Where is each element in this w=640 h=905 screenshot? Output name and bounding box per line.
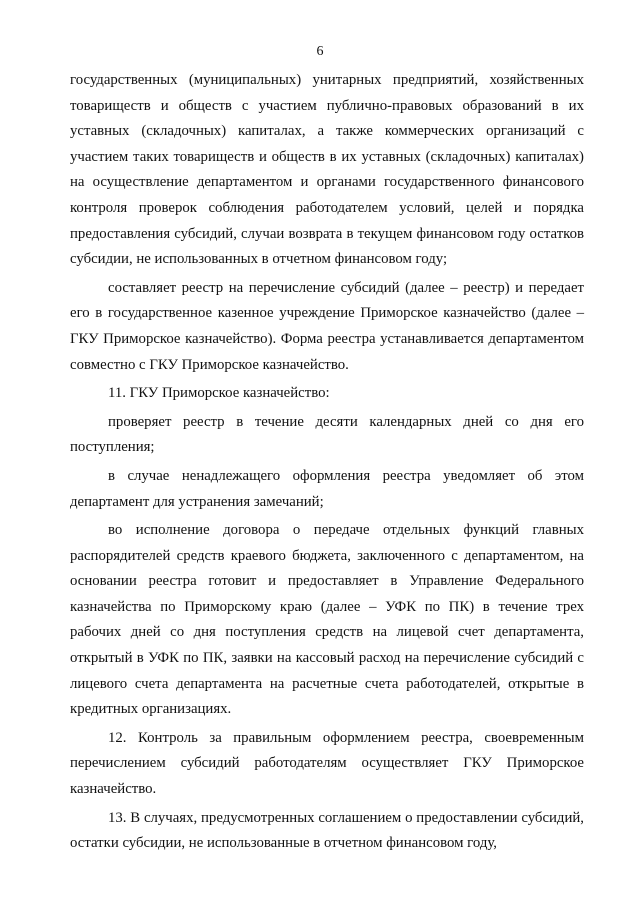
paragraph-section-12: 12. Контроль за правильным оформлением реестра, своевременным перечислением субсидий работодателям осуществляет ГКУ Приморское казначейство. (70, 729, 584, 798)
document-body (70, 68, 584, 857)
paragraph-section-11-heading: 11. ГКУ Приморское казначейство: (108, 385, 330, 402)
paragraph-registry-check: проверяет реестр в течение десяти календарных дней со дня его поступления; (70, 413, 584, 456)
paragraph-registry-compilation: составляет реестр на перечисление субсидий (далее – реестр) и передает его в государственное казенное учреждение Приморское казначейство (далее – ГКУ Приморское казначейство). Форма реестра устанавливается департаментом совместно с ГКУ Приморское казначейство. (70, 279, 584, 373)
paragraph-treasury-applications: во исполнение договора о передаче отдельных функций главных распорядителей средств краевого бюджета, заключенного с департаментом, на основании реестра готовит и предоставляет в Управление Федерального казначейства по Приморскому краю (далее – УФК по ПК) в течение трех рабочих дней со дня поступления средств на лицевой счет департамента, открытый в УФК по ПК, заявки на кассовый расход на перечисление субсидий с лицевого счета департамента на расчетные счета работодателей, открытые в кредитных организациях. (70, 522, 584, 718)
paragraph-section-13: 13. В случаях, предусмотренных соглашением о предоставлении субсидий, остатки субсидии, не использованные в отчетном финансовом году, (70, 809, 584, 852)
paragraph-continuation: государственных (муниципальных) унитарных предприятий, хозяйственных товариществ и обществ с участием публично-правовых образований в их уставных (складочных) капиталах, а также коммерческих организаций с участием таких товариществ и обществ в их уставных (складочных) капиталах) на осуществление департаментом и органами государственного финансового контроля проверок соблюдения работодателем условий, целей и порядка предоставления субсидий, случаи возврата в текущем финансовом году остатков субсидии, не использованных в отчетном финансовом году; (70, 72, 584, 268)
page-number: 6 (316, 44, 324, 59)
paragraph-improper-registry: в случае ненадлежащего оформления реестра уведомляет об этом департамент для устранения замечаний; (70, 467, 584, 510)
